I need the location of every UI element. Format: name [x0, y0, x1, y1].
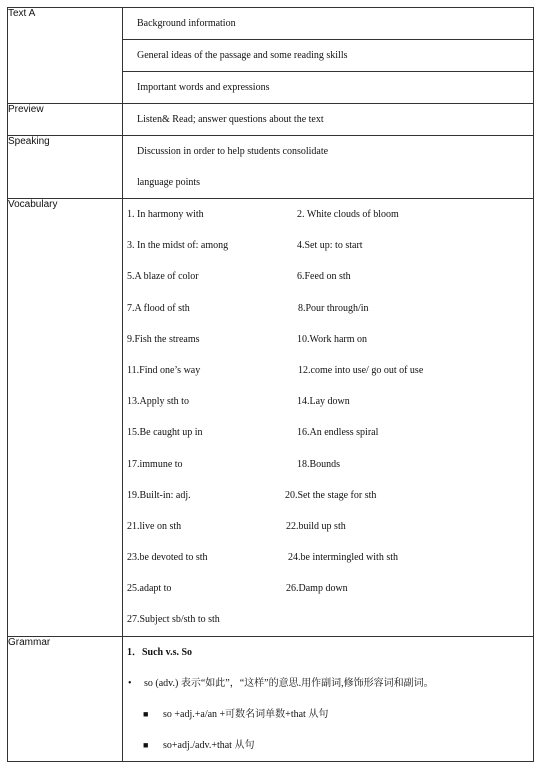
text-a-line: Important words and expressions [123, 71, 533, 103]
vocab-item: 16.An endless spiral [297, 427, 379, 439]
grammar-subitem-text: so+adj./adv.+that 从句 [163, 739, 255, 751]
table-row-vocabulary [8, 199, 534, 637]
vocab-row [123, 355, 533, 386]
vocab-item: 15.Be caught up in [127, 427, 203, 439]
vocab-item: 7.A flood of sth [127, 302, 190, 314]
square-bullet-icon: ■ [143, 739, 149, 750]
table-row-grammar [8, 636, 534, 761]
vocab-row [123, 573, 533, 604]
vocab-item: 20.Set the stage for sth [285, 489, 377, 501]
grammar-subitem-text: so +adj.+a/an +可数名词单数+that 从句 [163, 708, 329, 720]
vocab-item: 23.be devoted to sth [127, 552, 208, 564]
row-content-text-a [123, 8, 534, 104]
vocab-item: 10.Work harm on [297, 333, 368, 345]
vocab-item: 6.Feed on sth [297, 271, 351, 283]
speaking-line: language points [137, 177, 201, 188]
vocab-item: 21.live on sth [127, 520, 182, 532]
row-content-speaking [123, 136, 534, 199]
vocab-row [123, 511, 533, 542]
vocab-item: 25.adapt to [127, 583, 172, 595]
grammar-content [123, 636, 534, 761]
vocabulary-list [123, 199, 534, 637]
bullet-icon: • [128, 677, 132, 689]
vocab-item: 4.Set up: to start [297, 240, 363, 252]
vocab-item: 2. White clouds of bloom [297, 209, 399, 220]
lesson-plan-table [7, 7, 534, 762]
row-label-preview: Preview [8, 104, 123, 136]
vocab-item: 14.Lay down [297, 396, 350, 408]
table-row-speaking [8, 136, 534, 199]
vocab-item: 13.Apply sth to [127, 396, 189, 408]
vocab-item: 11.Find one’s way [127, 364, 201, 376]
table-row-text-a [8, 8, 534, 104]
speaking-line: Discussion in order to help students consolidate [137, 146, 329, 157]
vocab-item: 24.be intermingled with sth [288, 552, 398, 564]
vocab-row [123, 230, 533, 261]
vocab-item [297, 604, 533, 635]
vocab-row [123, 480, 533, 511]
vocab-item: 27.Subject sb/sth to sth [127, 614, 220, 626]
vocab-item: 9.Fish the streams [127, 333, 200, 345]
row-label-vocabulary: Vocabulary [8, 199, 123, 637]
text-a-line: General ideas of the passage and some reading skills [123, 39, 533, 71]
grammar-subitem [123, 730, 533, 761]
vocab-item: 17.immune to [127, 458, 183, 470]
grammar-bullet [123, 668, 533, 699]
vocab-row [123, 386, 533, 417]
grammar-subitem [123, 699, 533, 730]
row-content-preview [123, 104, 534, 136]
square-bullet-icon: ■ [143, 708, 149, 719]
row-label-text-a: Text A [8, 8, 123, 104]
preview-line: Listen& Read; answer questions about the text [137, 114, 324, 125]
vocab-item: 18.Bounds [297, 458, 341, 470]
vocab-item: 1. In harmony with [127, 209, 204, 220]
grammar-heading: 1．Such v.s. So [127, 646, 193, 658]
vocab-row [123, 324, 533, 355]
vocab-item: 12.come into use/ go out of use [298, 364, 424, 376]
vocab-row [123, 199, 533, 230]
vocab-row [123, 417, 533, 448]
vocab-item: 26.Damp down [286, 583, 348, 595]
vocab-row [123, 542, 533, 573]
vocab-row [123, 293, 533, 324]
grammar-bullet-text: so (adv.) 表示“如此”，“这样”的意思.用作副词,修饰形容词和副词。 [144, 677, 434, 689]
vocab-row [123, 449, 533, 480]
text-a-line: Background information [137, 18, 236, 29]
vocab-item: 5.A blaze of color [127, 271, 199, 283]
table-row-preview [8, 104, 534, 136]
row-label-speaking: Speaking [8, 136, 123, 199]
vocab-item: 22.build up sth [286, 520, 346, 532]
vocab-row [123, 604, 533, 635]
vocab-item: 19.Built-in: adj. [127, 489, 191, 501]
row-label-grammar: Grammar [8, 636, 123, 761]
vocab-item: 8.Pour through/in [298, 302, 369, 314]
vocab-row [123, 261, 533, 292]
vocab-item: 3. In the midst of: among [127, 240, 229, 252]
